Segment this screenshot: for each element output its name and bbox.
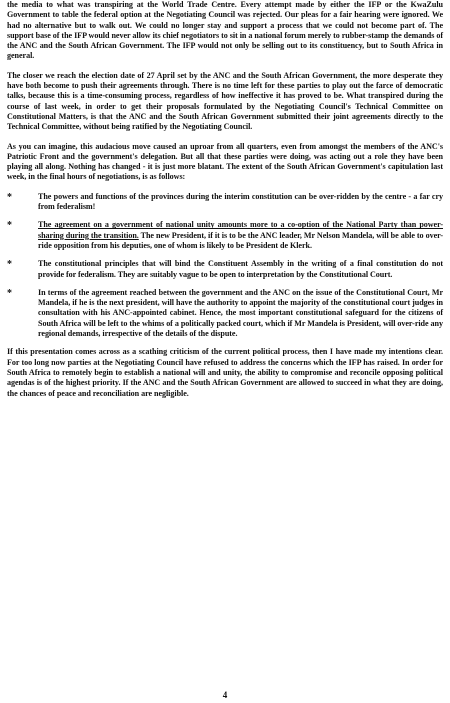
paragraph-election-date: The closer we reach the election date of 27 April set by the ANC and the South African Government, the more desperate they have both become to push their agreements through. There is no time left for these parties to play out the farce of democratic talks, because this is a time-consuming process, regardless of how ineffective it has proved to be. What transpired during the course of last week, in order to get their proposals formulated by the Negotiating Council's Technical Committee on Constitutional Matters, is that the ANC and the South African Government submitted their joint agreements directly to the Technical Committee, without being ratified by the Negotiating Council. bbox=[7, 70, 443, 132]
underlined-text: The agreement on a government of national unity amounts more to a co-option of the National Party than power-sharing during the transition. bbox=[38, 220, 443, 240]
list-item bbox=[7, 192, 443, 213]
list-item bbox=[7, 220, 443, 251]
paragraph-walkout: the media to what was transpiring at the World Trade Centre. Every attempt made by either the IFP or the KwaZulu Government to table the federal option at the Negotiating Council was rejected. Our pleas for a fair hearing were ignored. We had no alternative but to walk out. We could no longer stay and support a process that we could not become part of. The support base of the IFP would never allow its chief negotiators to sit in a national forum merely to rubber-stamp the demands of the ANC and the South African Government. The IFP would not only be selling out to its constituency, but to South Africa in general. bbox=[7, 0, 443, 61]
paragraph-audacious-move: As you can imagine, this audacious move caused an uproar from all quarters, even from amongst the members of the ANC's Patriotic Front and the government's delegation. But all that these parties were doing, was acting out a role they have been playing all along. Nothing has changed - it is just more blatant. The extent of the South African Government's capitulation last week, in the final hours of negotiations, is as follows: bbox=[7, 141, 443, 182]
bullet-marker: * bbox=[7, 220, 12, 232]
bullet-marker: * bbox=[7, 287, 12, 299]
paragraph-conclusion: If this presentation comes across as a scathing criticism of the current political process, then I have made my intentions clear. For too long now parties at the Negotiating Council have refused to address the concerns which the IFP has raised. In order for South Africa to remotely begin to establish a national will and unity, the ability to compromise and reconcile opposing political agendas is of the highest priority. If the ANC and the South African Government are allowed to succeed in what they are doing, the chances of peace and reconciliation are negligible. bbox=[7, 347, 443, 398]
document-page bbox=[7, 0, 443, 703]
list-item-text: In terms of the agreement reached between the government and the ANC on the issue of the Constitutional Court, Mr Mandela, if he is the next president, will have the authority to appoint the majority of the constitutional court judges in consultation with his ANC-appointed cabinet. Hence, the most important constitutional safeguard for the citizens of South Africa will be left to the whims of a politically packed court, which if Mr Mandela is President, will over-ride any regional demands, irrespective of the details of the dispute. bbox=[38, 287, 443, 339]
list-item-text: The constitutional principles that will bind the Constituent Assembly in the writing of a final constitution do not provide for federalism. They are suitably vague to be open to interpretation by the Constitutional Court. bbox=[38, 259, 443, 279]
bullet-marker: * bbox=[7, 259, 12, 271]
list-item bbox=[7, 288, 443, 339]
capitulation-list bbox=[7, 192, 443, 340]
page-number: 4 bbox=[222, 690, 228, 700]
list-item-text: The powers and functions of the provinces during the interim constitution can be over-ridden by the centre - a far cry from federalism! bbox=[38, 191, 443, 212]
bullet-marker: * bbox=[7, 191, 12, 203]
list-item-text: The new President, if it is to be the ANC leader, Mr Nelson Mandela, will be able to over-ride opposition from his deputies, one of whom is likely to be President de Klerk. bbox=[38, 230, 443, 250]
list-item bbox=[7, 259, 443, 280]
